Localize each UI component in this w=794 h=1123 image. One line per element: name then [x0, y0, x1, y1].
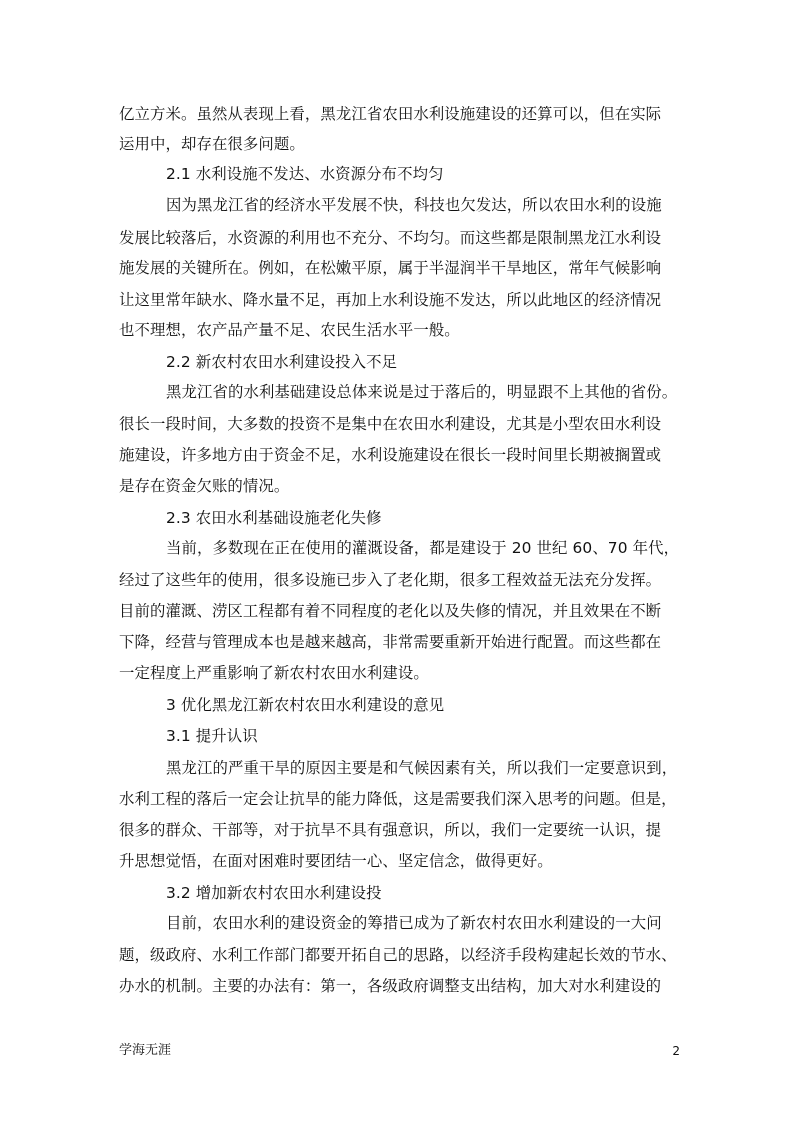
section-heading-3-1: 3.1 提升认识: [166, 727, 258, 745]
page-number: 2: [672, 1044, 680, 1058]
body-line-8: 也不理想，农产品产量不足、农民生活水平一般。: [119, 321, 460, 339]
body-line-4: 因为黑龙江省的经济水平发展不快，科技也欠发达，所以农田水利的设施: [166, 196, 662, 214]
body-line-16: 经过了这些年的使用，很多设施已步入了老化期，很多工程效益无法充分发挥。: [119, 571, 662, 589]
body-line-29: 办水的机制。主要的办法有：第一，各级政府调整支出结构，加大对水利建设的: [119, 977, 662, 995]
section-heading-3-2: 3.2 增加新农村农田水利建设投: [166, 884, 382, 902]
body-line-27: 目前，农田水利的建设资金的筹措已成为了新农村农田水利建设的一大问: [166, 914, 662, 932]
body-line-24: 很多的群众、干部等，对于抗旱不具有强意识，所以，我们一定要统一认识，提: [119, 821, 662, 839]
body-line-11: 很长一段时间，大多数的投资不是集中在农田水利建设，尤其是小型农田水利设: [119, 415, 662, 433]
body-line-12: 施建设，许多地方由于资金不足，水利设施建设在很长一段时间里长期被搁置或: [119, 446, 662, 464]
body-line-25: 升思想觉悟，在面对困难时要团结一心、坚定信念，做得更好。: [119, 852, 553, 870]
body-line-7: 让这里常年缺水、降水量不足，再加上水利设施不发达，所以此地区的经济情况: [119, 291, 662, 309]
body-line-5: 发展比较落后，水资源的利用也不充分、不均匀。而这些都是限制黑龙江水利设: [119, 229, 662, 247]
section-heading-2-2: 2.2 新农村农田水利建设投入不足: [166, 353, 398, 371]
body-line-18: 下降，经营与管理成本也是越来越高，非常需要重新开始进行配置。而这些都在: [119, 633, 662, 651]
body-line-13: 是存在资金欠账的情况。: [119, 477, 290, 495]
body-line-10: 黑龙江省的水利基础建设总体来说是过于落后的，明显跟不上其他的省份。: [166, 383, 678, 401]
section-heading-2-1: 2.1 水利设施不发达、水资源分布不均匀: [166, 165, 444, 183]
footer-label: 学海无涯: [119, 1043, 172, 1058]
section-heading-2-3: 2.3 农田水利基础设施老化失修: [166, 509, 382, 527]
body-line-17: 目前的灌溉、涝区工程都有着不同程度的老化以及失修的情况，并且效果在不断: [119, 602, 662, 620]
body-line-28: 题，级政府、水利工作部门都要开拓自己的思路，以经济手段构建起长效的节水、: [119, 946, 677, 964]
body-line-19: 一定程度上严重影响了新农村农田水利建设。: [119, 664, 429, 682]
body-line-2: 运用中，却存在很多问题。: [119, 135, 305, 153]
section-heading-3: 3 优化黑龙江新农村农田水利建设的意见: [166, 696, 445, 714]
body-line-6: 施发展的关键所在。例如，在松嫩平原，属于半湿润半干旱地区，常年气候影响: [119, 259, 662, 277]
body-line-15: 当前，多数现在正在使用的灌溉设备，都是建设于 20 世纪 60、70 年代，: [166, 539, 679, 557]
body-line-1: 亿立方米。虽然从表现上看，黑龙江省农田水利设施建设的还算可以，但在实际: [119, 105, 662, 123]
body-line-23: 水利工程的落后一定会让抗旱的能力降低，这是需要我们深入思考的问题。但是，: [119, 790, 677, 808]
body-line-22: 黑龙江的严重干旱的原因主要是和气候因素有关，所以我们一定要意识到，: [166, 759, 678, 777]
